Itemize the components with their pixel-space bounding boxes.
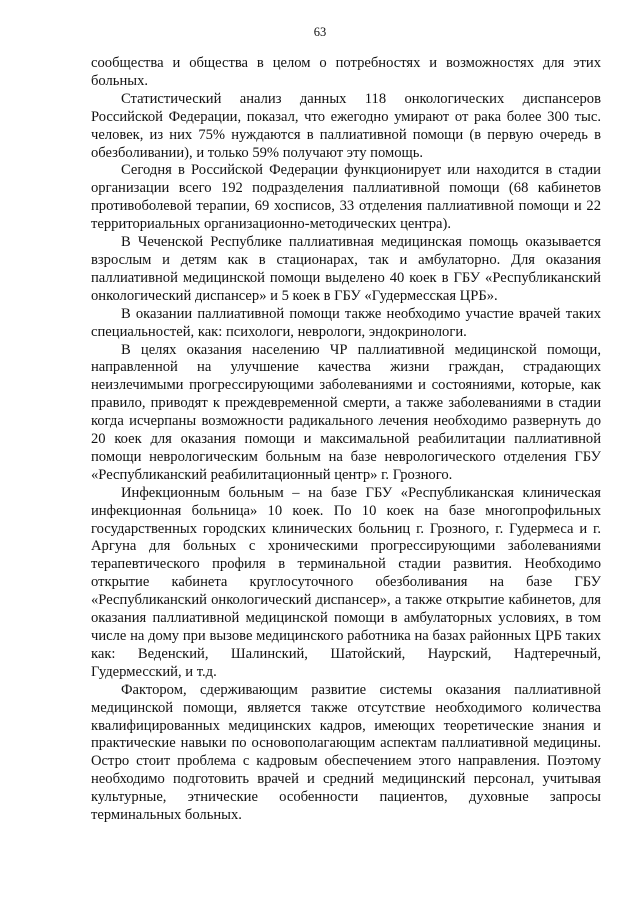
page-number: 63 bbox=[313, 25, 327, 39]
paragraph-chechen-republic: В Чеченской Республике паллиативная медицинская помощь оказывается взрослым и детям как в стационарах, так и амбулаторно. Для оказания паллиативной медицинской помощи выделено 40 коек в ГБУ «Республиканский онкологический диспансер» и 5 коек в ГБУ «Гудермесская ЦРБ». bbox=[91, 234, 601, 304]
paragraph-specialists: В оказании паллиативной помощи также необходимо участие врачей таких специальностей, как: психологи, неврологи, эндокринологи. bbox=[91, 305, 601, 340]
paragraph-neurology-beds: В целях оказания населению ЧР паллиативной медицинской помощи, направленной на улучшение качества жизни граждан, страдающих неизлечимыми прогрессирующими заболеваниями и состояниями, которые, как правило, приводят к преждевременной смерти, а также заболеваниями в стадии когда исчерпаны возможности радикального лечения необходимо развернуть до 20 коек для оказания помощи и максимальной реабилитации паллиативной помощи неврологическим больным на базе неврологического отделения ГБУ «Республиканский реабилитационный центр» г. Грозного. bbox=[91, 341, 601, 483]
document-body bbox=[91, 55, 601, 825]
paragraph-russia-units: Сегодня в Российской Федерации функционирует или находится в стадии организации всего 192 подразделения паллиативной помощи (68 кабинетов противоболевой терапии, 69 хосписов, 33 отделения паллиативной помощи и 22 территориальных организационно-методических центра). bbox=[91, 162, 601, 233]
paragraph-statistics: Статистический анализ данных 118 онкологических диспансеров Российской Федерации, показал, что ежегодно умирают от рака более 300 тыс. человек, из них 75% нуждаются в паллиативной помощи (в первую очередь в обезболивании), и только 59% получают эту помощь. bbox=[91, 90, 601, 161]
paragraph-continuation: сообщества и общества в целом о потребностях и возможностях для этих больных. bbox=[91, 55, 601, 89]
paragraph-infectious-beds: Инфекционным больным – на базе ГБУ «Республиканская клиническая инфекционная больница» 10 коек. По 10 коек на базе многопрофильных государственных городских клинических больниц г. Грозного, г. Гудермеса и г. Аргуна для больных с хроническими прогрессирующими заболеваниями терапевтического профиля в терминальной стадии развития. Необходимо открытие кабинета круглосуточного обезболивания на базе ГБУ «Республиканский онкологический диспансер», а также открытие кабинетов, для оказания паллиативной медицинской помощи в амбулаторных условиях, в том числе на дому при вызове медицинского работника на базах районных ЦРБ таких как: Веденский, Шалинский, Шатойский, Наурский, Надтеречный, Гудермесский, и т.д. bbox=[91, 484, 601, 680]
paragraph-staffing: Фактором, сдерживающим развитие системы оказания паллиативной медицинской помощи, является также отсутствие необходимого количества квалифицированных медицинских кадров, имеющих теоретические знания и практические навыки по основополагающим аспектам паллиативной медицины. Остро стоит проблема с кадровым обеспечением этого направления. Поэтому необходимо подготовить врачей и средний медицинский персонал, учитывая культурные, этнические особенности пациентов, духовные запросы терминальных больных. bbox=[91, 681, 601, 824]
